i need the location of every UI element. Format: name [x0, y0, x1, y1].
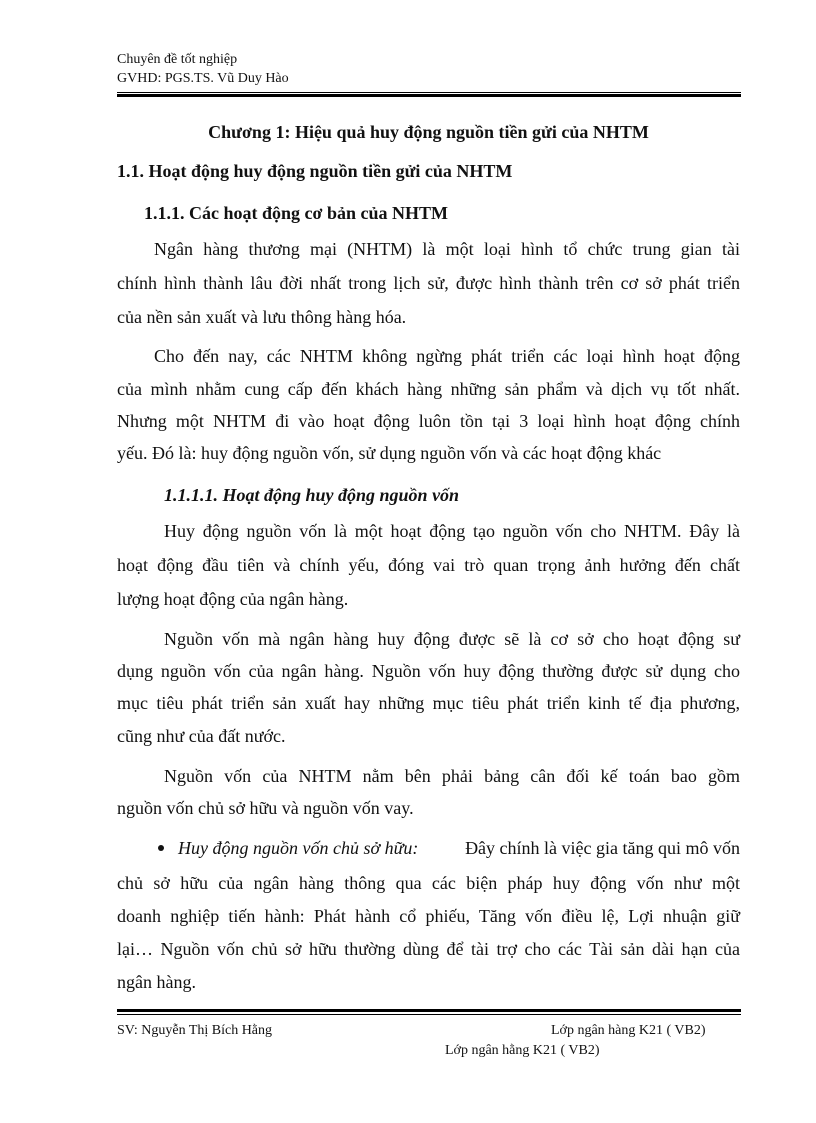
paragraph-line: Cho đến nay, các NHTM không ngừng phát triển các loại hình hoạt động	[154, 346, 740, 366]
paragraph-line: Ngân hàng thương mại (NHTM) là một loại hình tổ chức trung gian tài	[154, 239, 740, 259]
header-text	[117, 50, 289, 88]
footer-rule-thin	[117, 1014, 741, 1015]
paragraph-line: chính hình thành lâu đời nhất trong lịch sử, được hình thành trên cơ sở phát triển	[117, 273, 740, 293]
paragraph-line: lượng hoạt động của ngân hàng.	[117, 589, 349, 609]
paragraph-line: Nguồn vốn mà ngân hàng huy động được sẽ là cơ sở cho hoạt động sư	[164, 629, 740, 649]
bullet-dot-icon	[154, 837, 418, 859]
paragraph-line: chủ sở hữu của ngân hàng thông qua các biện pháp huy động vốn như một	[117, 873, 740, 893]
paragraph-line: cũng như của đất nước.	[117, 726, 286, 746]
bullet-label: Huy động nguồn vốn chủ sở hữu:	[178, 838, 419, 858]
paragraph-line: nguồn vốn chủ sở hữu và nguồn vốn vay.	[117, 798, 414, 818]
header-rule-thick	[117, 94, 741, 97]
paragraph-line: hoạt động đầu tiên và chính yếu, đóng vai trò quan trọng ảnh hưởng đến chất	[117, 555, 740, 575]
paragraph-line: lại… Nguồn vốn chủ sở hữu thường dùng để tài trợ cho các Tài sản dài hạn của	[117, 939, 740, 959]
section-heading-1-1: 1.1. Hoạt động huy động nguồn tiền gửi của NHTM	[117, 161, 513, 181]
paragraph-line: của nền sản xuất và lưu thông hàng hóa.	[117, 307, 407, 327]
paragraph-line: dụng nguồn vốn của ngân hàng. Nguồn vốn huy động thường được sử dụng cho	[117, 661, 740, 681]
header-line-1: Chuyên đề tốt nghiệp	[117, 52, 238, 67]
footer-class-repeat: Lớp ngân hằng K21 ( VB2)	[445, 1043, 600, 1058]
header-line-2: GVHD: PGS.TS. Vũ Duy Hào	[117, 71, 289, 86]
paragraph-line: Nhưng một NHTM đi vào hoạt động luôn tồn tại 3 loại hình hoạt động chính	[117, 411, 740, 431]
section-heading-1-1-1-1: 1.1.1.1. Hoạt động huy động nguồn vốn	[164, 485, 460, 505]
paragraph-line: yếu. Đó là: huy động nguồn vốn, sử dụng nguồn vốn và các hoạt động khác	[117, 443, 662, 463]
chapter-title: Chương 1: Hiệu quả huy động nguồn tiền gửi của NHTM	[208, 122, 649, 142]
footer-class: Lớp ngân hàng K21 ( VB2)	[551, 1023, 706, 1038]
bullet-first-line-rest: Đây chính là việc gia tăng qui mô vốn	[465, 838, 740, 858]
footer-student: SV: Nguyễn Thị Bích Hằng	[117, 1023, 273, 1038]
paragraph-line: ngân hàng.	[117, 972, 196, 992]
footer-rule-thick	[117, 1009, 741, 1012]
bullet-first-line	[154, 837, 740, 859]
paragraph-line: doanh nghiệp tiến hành: Phát hành cổ phiếu, Tăng vốn điều lệ, Lợi nhuận giữ	[117, 906, 740, 926]
section-heading-1-1-1: 1.1.1. Các hoạt động cơ bản của NHTM	[144, 203, 448, 223]
paragraph-line: Nguồn vốn của NHTM nằm bên phải bảng cân đối kế toán bao gồm	[164, 766, 740, 786]
paragraph-line: Huy động nguồn vốn là một hoạt động tạo nguồn vốn cho NHTM. Đây là	[164, 521, 740, 541]
header-rule-thin	[117, 92, 741, 93]
paragraph-line: mục tiêu phát triển sản xuất hay những mục tiêu phát triển kinh tế địa phương,	[117, 693, 740, 713]
paragraph-line: của mình nhằm cung cấp đến khách hàng những sản phẩm và dịch vụ tốt nhất.	[117, 379, 740, 399]
